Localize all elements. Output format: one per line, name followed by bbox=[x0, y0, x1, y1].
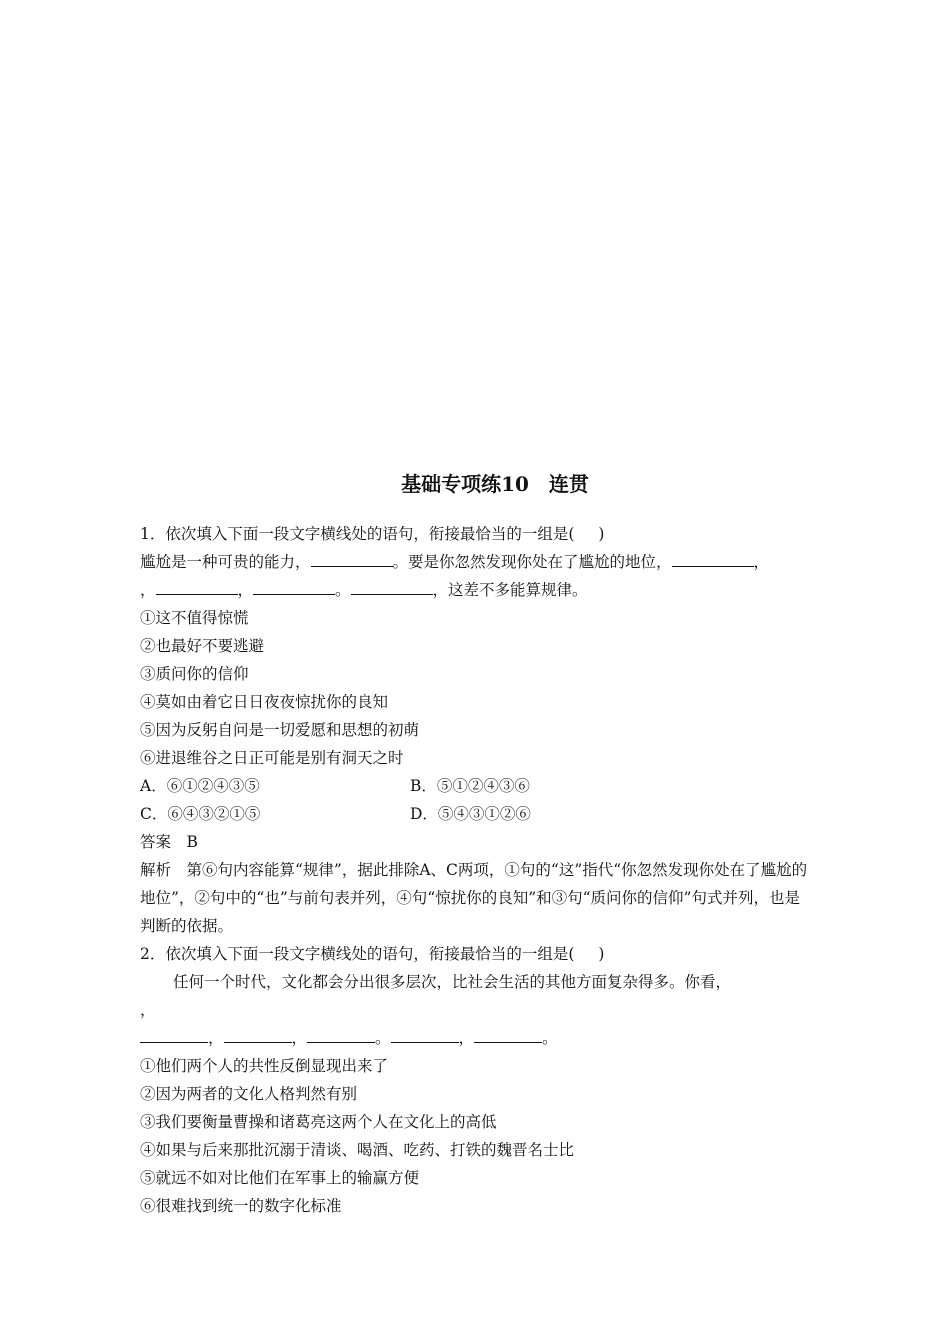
question-1-passage-line-2 bbox=[140, 576, 815, 604]
passage-text: ， bbox=[237, 581, 254, 599]
question-2-stem bbox=[140, 940, 815, 968]
list-item: ③质问你的信仰 bbox=[140, 665, 249, 683]
list-item: ③我们要衡量曹操和诸葛亮这两个人在文化上的高低 bbox=[140, 1113, 497, 1131]
list-item: ②也最好不要逃避 bbox=[140, 637, 265, 655]
list-item: ①这不值得惊慌 bbox=[140, 609, 249, 627]
passage-text: 。 bbox=[542, 1029, 558, 1047]
question-stem-text: 2．依次填入下面一段文字横线处的语句，衔接最恰当的一组是( bbox=[140, 945, 575, 963]
question-1-passage-line-1 bbox=[140, 548, 815, 576]
question-stem-close: ) bbox=[598, 525, 605, 543]
list-item: ②因为两者的文化人格判然有别 bbox=[140, 1085, 358, 1103]
list-item: ⑤因为反躬自问是一切爱愿和思想的初萌 bbox=[140, 721, 420, 739]
passage-text: ， bbox=[753, 553, 770, 571]
passage-text: 。 bbox=[375, 1029, 391, 1047]
passage-text: ， bbox=[140, 581, 156, 599]
question-1-stem bbox=[140, 520, 815, 548]
question-stem-close: ) bbox=[598, 945, 605, 963]
answer-blank[interactable] bbox=[391, 1024, 459, 1043]
option-d[interactable]: D．⑤④③①②⑥ bbox=[410, 805, 531, 823]
passage-text: 。要是你忽然发现你处在了尴尬的地位， bbox=[392, 553, 672, 571]
passage-text: 尴尬是一种可贵的能力， bbox=[140, 553, 311, 571]
question-2-comma-line: ， bbox=[140, 1001, 156, 1019]
passage-text: ， bbox=[291, 1029, 308, 1047]
answer-blank[interactable] bbox=[156, 576, 238, 595]
option-c[interactable]: C．⑥④③②①⑤ bbox=[140, 805, 261, 823]
page-title: 基础专项练10 连贯 bbox=[401, 472, 589, 496]
question-2-paragraph: 任何一个时代，文化都会分出很多层次，比社会生活的其他方面复杂得多。你看， bbox=[173, 973, 732, 991]
list-item: ⑥进退维谷之日正可能是别有洞天之时 bbox=[140, 749, 404, 767]
passage-text: ， bbox=[208, 1029, 224, 1047]
answer-blank[interactable] bbox=[474, 1024, 542, 1043]
answer-line: 答案 B bbox=[140, 833, 198, 851]
passage-text: ， bbox=[458, 1029, 475, 1047]
list-item: ①他们两个人的共性反倒显现出来了 bbox=[140, 1057, 389, 1075]
option-a[interactable]: A．⑥①②④③⑤ bbox=[140, 777, 260, 795]
question-2-blanks-line bbox=[140, 1024, 815, 1052]
answer-blank[interactable] bbox=[351, 576, 433, 595]
document-body bbox=[140, 520, 815, 1220]
answer-blank[interactable] bbox=[307, 1024, 375, 1043]
list-item: ⑥很难找到统一的数字化标准 bbox=[140, 1197, 342, 1215]
option-b[interactable]: B．⑤①②④③⑥ bbox=[410, 777, 530, 795]
question-stem-text: 1．依次填入下面一段文字横线处的语句，衔接最恰当的一组是( bbox=[140, 525, 575, 543]
options-row-2 bbox=[140, 800, 815, 828]
list-item: ④如果与后来那批沉溺于清谈、喝酒、吃药、打铁的魏晋名士比 bbox=[140, 1141, 575, 1159]
analysis-paragraph: 解析 第⑥句内容能算“规律”，据此排除A、C两项，①句的“这”指代“你忽然发现你处在了尴尬的地位”，②句中的“也”与前句表并列，④句“惊扰你的良知”和③句“质问你的信仰”句式并列，也是判断的依据。 bbox=[140, 861, 808, 935]
answer-blank[interactable] bbox=[311, 548, 393, 567]
list-item: ⑤就远不如对比他们在军事上的输赢方便 bbox=[140, 1169, 420, 1187]
answer-blank[interactable] bbox=[224, 1024, 292, 1043]
answer-blank[interactable] bbox=[672, 548, 754, 567]
answer-blank[interactable] bbox=[253, 576, 335, 595]
passage-text: 。 bbox=[335, 581, 351, 599]
passage-text: ，这差不多能算规律。 bbox=[432, 581, 588, 599]
list-item: ④莫如由着它日日夜夜惊扰你的良知 bbox=[140, 693, 389, 711]
options-row-1 bbox=[140, 772, 815, 800]
answer-blank[interactable] bbox=[140, 1024, 208, 1043]
